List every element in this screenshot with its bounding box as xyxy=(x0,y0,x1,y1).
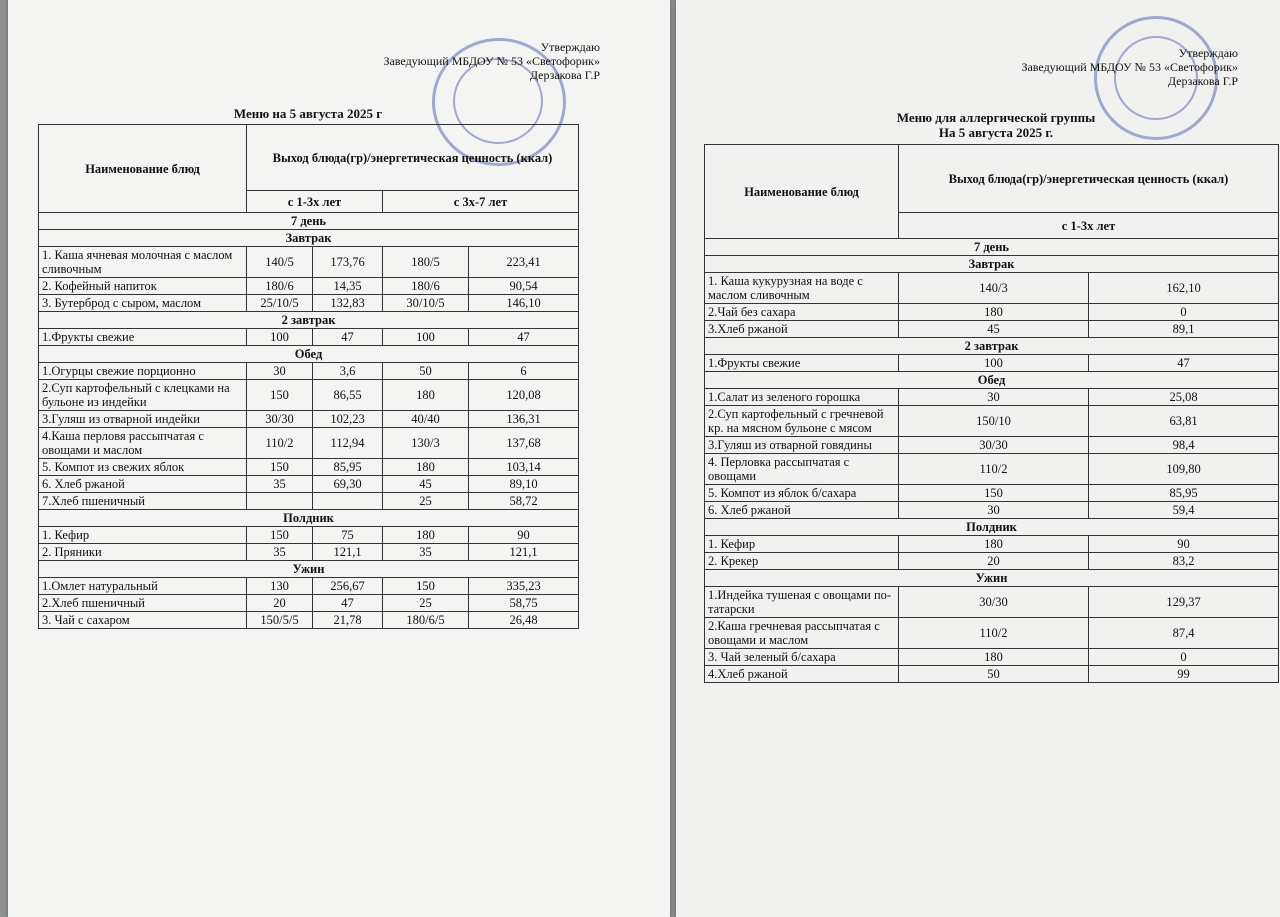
header-dish-name: Наименование блюд xyxy=(705,145,899,239)
dish-value: 180/6/5 xyxy=(383,612,469,629)
table-row xyxy=(705,485,1279,502)
section-title: 2 завтрак xyxy=(705,338,1279,355)
dish-value: 89,10 xyxy=(469,476,579,493)
dish-name: 2.Чай без сахара xyxy=(705,304,899,321)
table-row xyxy=(39,578,579,595)
table-row xyxy=(705,273,1279,304)
dish-name: 2. Кофейный напиток xyxy=(39,278,247,295)
dish-value: 180/6 xyxy=(383,278,469,295)
section-title: Полдник xyxy=(705,519,1279,536)
dish-value xyxy=(313,493,383,510)
table-row xyxy=(705,355,1279,372)
dish-value: 21,78 xyxy=(313,612,383,629)
dish-value: 69,30 xyxy=(313,476,383,493)
dish-value: 129,37 xyxy=(1089,587,1279,618)
section-row xyxy=(39,230,579,247)
dish-value: 180 xyxy=(383,380,469,411)
dish-name: 6. Хлеб ржаной xyxy=(39,476,247,493)
dish-value: 30 xyxy=(899,502,1089,519)
dish-value: 100 xyxy=(899,355,1089,372)
dish-value: 90 xyxy=(1089,536,1279,553)
dish-name: 3. Чай зеленый б/сахара xyxy=(705,649,899,666)
header-age-1: с 1-3х лет xyxy=(899,213,1279,239)
dish-value: 25,08 xyxy=(1089,389,1279,406)
table-row xyxy=(39,380,579,411)
dish-value: 0 xyxy=(1089,304,1279,321)
dish-value: 35 xyxy=(247,476,313,493)
section-title: Обед xyxy=(39,346,579,363)
dish-value: 47 xyxy=(313,595,383,612)
dish-value: 180 xyxy=(899,536,1089,553)
dish-value: 85,95 xyxy=(1089,485,1279,502)
dish-name: 5. Компот из яблок б/сахара xyxy=(705,485,899,502)
dish-value: 150 xyxy=(247,459,313,476)
table-row xyxy=(705,389,1279,406)
table-row xyxy=(39,493,579,510)
dish-value: 162,10 xyxy=(1089,273,1279,304)
dish-value: 47 xyxy=(469,329,579,346)
section-title: Завтрак xyxy=(705,256,1279,273)
dish-value: 150/10 xyxy=(899,406,1089,437)
dish-value: 30/30 xyxy=(247,411,313,428)
dish-value: 50 xyxy=(383,363,469,380)
dish-value: 30/30 xyxy=(899,587,1089,618)
menu-table xyxy=(38,124,579,629)
dish-name: 2. Пряники xyxy=(39,544,247,561)
menu-title xyxy=(866,110,1126,140)
dish-name: 2.Каша гречневая рассыпчатая с овощами и маслом xyxy=(705,618,899,649)
dish-value: 150 xyxy=(247,380,313,411)
dish-value: 132,83 xyxy=(313,295,383,312)
dish-value: 173,76 xyxy=(313,247,383,278)
dish-value: 180 xyxy=(899,649,1089,666)
dish-name: 5. Компот из свежих яблок xyxy=(39,459,247,476)
dish-name: 2.Суп картофельный с гречневой кр. на мясном бульоне с мясом xyxy=(705,406,899,437)
menu-title-line: Меню для аллергической группы xyxy=(896,110,1096,125)
dish-value: 150/5/5 xyxy=(247,612,313,629)
header-age-1: с 1-3х лет xyxy=(247,191,383,213)
dish-value: 25 xyxy=(383,493,469,510)
header-age-2: с 3х-7 лет xyxy=(383,191,579,213)
dish-value: 40/40 xyxy=(383,411,469,428)
section-row xyxy=(705,372,1279,389)
dish-name: 1.Фрукты свежие xyxy=(705,355,899,372)
dish-name: 3.Гуляш из отварной говядины xyxy=(705,437,899,454)
section-row xyxy=(39,510,579,527)
dish-value: 14,35 xyxy=(313,278,383,295)
dish-name: 4.Хлеб ржаной xyxy=(705,666,899,683)
table-row xyxy=(705,553,1279,570)
section-title: Ужин xyxy=(39,561,579,578)
section-row xyxy=(705,338,1279,355)
dish-value: 100 xyxy=(247,329,313,346)
menu-subtitle-line: На 5 августа 2025 г. xyxy=(938,125,1054,140)
dish-value: 112,94 xyxy=(313,428,383,459)
section-title: Обед xyxy=(705,372,1279,389)
dish-value: 75 xyxy=(313,527,383,544)
table-row xyxy=(705,437,1279,454)
dish-name: 7.Хлеб пшеничный xyxy=(39,493,247,510)
dish-name: 3. Бутерброд с сыром, маслом xyxy=(39,295,247,312)
dish-name: 6. Хлеб ржаной xyxy=(705,502,899,519)
dish-value: 26,48 xyxy=(469,612,579,629)
header-output: Выход блюда(гр)/энергетическая ценность (ккал) xyxy=(899,145,1279,213)
table-row xyxy=(39,247,579,278)
table-row xyxy=(39,476,579,493)
dish-value: 25/10/5 xyxy=(247,295,313,312)
approval-line-2: Заведующий МБДОУ № 53 «Светофорик» xyxy=(1021,60,1238,74)
day-label: 7 день xyxy=(705,239,1279,256)
section-row xyxy=(705,519,1279,536)
dish-value: 90 xyxy=(469,527,579,544)
dish-value: 150 xyxy=(383,578,469,595)
dish-value: 102,23 xyxy=(313,411,383,428)
dish-value: 25 xyxy=(383,595,469,612)
dish-value: 58,75 xyxy=(469,595,579,612)
section-row xyxy=(39,312,579,329)
table-row xyxy=(39,329,579,346)
dish-value: 256,67 xyxy=(313,578,383,595)
day-label: 7 день xyxy=(39,213,579,230)
approval-line-2: Заведующий МБДОУ № 53 «Светофорик» xyxy=(383,54,600,68)
table-row xyxy=(705,454,1279,485)
table-row xyxy=(39,459,579,476)
dish-value: 98,4 xyxy=(1089,437,1279,454)
section-title: 2 завтрак xyxy=(39,312,579,329)
dish-value: 20 xyxy=(899,553,1089,570)
dish-name: 1. Каша кукурузная на воде с маслом сливочным xyxy=(705,273,899,304)
dish-value: 130 xyxy=(247,578,313,595)
dish-value: 180 xyxy=(383,527,469,544)
dish-value: 20 xyxy=(247,595,313,612)
approval-line-3: Дерзакова Г.Р xyxy=(1167,74,1238,88)
dish-value: 6 xyxy=(469,363,579,380)
header-dish-name: Наименование блюд xyxy=(39,125,247,213)
dish-name: 2.Суп картофельный с клецками на бульоне из индейки xyxy=(39,380,247,411)
dish-name: 1.Огурцы свежие порционно xyxy=(39,363,247,380)
dish-name: 2.Хлеб пшеничный xyxy=(39,595,247,612)
dish-value: 59,4 xyxy=(1089,502,1279,519)
table-row xyxy=(39,527,579,544)
dish-value: 83,2 xyxy=(1089,553,1279,570)
dish-value: 86,55 xyxy=(313,380,383,411)
dish-value: 110/2 xyxy=(247,428,313,459)
table-row xyxy=(705,321,1279,338)
dish-name: 3.Гуляш из отварной индейки xyxy=(39,411,247,428)
dish-value: 103,14 xyxy=(469,459,579,476)
dish-value: 30 xyxy=(247,363,313,380)
table-row xyxy=(39,363,579,380)
right-menu-page xyxy=(676,0,1280,917)
dish-value: 99 xyxy=(1089,666,1279,683)
table-row xyxy=(39,544,579,561)
dish-value: 0 xyxy=(1089,649,1279,666)
approval-block xyxy=(1021,46,1238,88)
dish-value: 137,68 xyxy=(469,428,579,459)
dish-value: 136,31 xyxy=(469,411,579,428)
dish-value: 100 xyxy=(383,329,469,346)
table-row xyxy=(705,502,1279,519)
dish-name: 1.Фрукты свежие xyxy=(39,329,247,346)
dish-value: 50 xyxy=(899,666,1089,683)
table-row xyxy=(705,406,1279,437)
table-row xyxy=(39,411,579,428)
dish-name: 1.Омлет натуральный xyxy=(39,578,247,595)
dish-value: 47 xyxy=(1089,355,1279,372)
dish-name: 3.Хлеб ржаной xyxy=(705,321,899,338)
table-row xyxy=(705,666,1279,683)
dish-name: 4. Перловка рассыпчатая с овощами xyxy=(705,454,899,485)
table-row xyxy=(705,304,1279,321)
approval-line-3: Дерзакова Г.Р xyxy=(529,68,600,82)
dish-value: 110/2 xyxy=(899,454,1089,485)
dish-value: 130/3 xyxy=(383,428,469,459)
table-row xyxy=(705,649,1279,666)
dish-value: 30/30 xyxy=(899,437,1089,454)
approval-line-1: Утверждаю xyxy=(1178,46,1238,60)
section-title: Завтрак xyxy=(39,230,579,247)
dish-value: 150 xyxy=(899,485,1089,502)
table-row xyxy=(705,618,1279,649)
dish-name: 4.Каша перловя рассыпчатая с овощами и маслом xyxy=(39,428,247,459)
dish-value: 45 xyxy=(899,321,1089,338)
allergy-menu-table xyxy=(704,144,1279,683)
table-row xyxy=(39,612,579,629)
dish-value: 85,95 xyxy=(313,459,383,476)
dish-value: 335,23 xyxy=(469,578,579,595)
dish-value: 140/5 xyxy=(247,247,313,278)
section-row xyxy=(705,570,1279,587)
left-menu-page xyxy=(8,0,670,917)
dish-value: 63,81 xyxy=(1089,406,1279,437)
section-row xyxy=(39,346,579,363)
dish-value: 180 xyxy=(899,304,1089,321)
dish-value: 121,1 xyxy=(469,544,579,561)
dish-value: 121,1 xyxy=(313,544,383,561)
dish-value: 47 xyxy=(313,329,383,346)
day-row xyxy=(39,213,579,230)
dish-value: 140/3 xyxy=(899,273,1089,304)
dish-value: 87,4 xyxy=(1089,618,1279,649)
dish-value: 35 xyxy=(247,544,313,561)
table-row xyxy=(39,278,579,295)
dish-name: 3. Чай с сахаром xyxy=(39,612,247,629)
section-row xyxy=(705,256,1279,273)
dish-value: 3,6 xyxy=(313,363,383,380)
approval-block xyxy=(383,40,600,82)
dish-value: 150 xyxy=(247,527,313,544)
section-title: Полдник xyxy=(39,510,579,527)
dish-value: 35 xyxy=(383,544,469,561)
table-row xyxy=(39,595,579,612)
menu-title: Меню на 5 августа 2025 г xyxy=(233,106,383,121)
dish-value: 90,54 xyxy=(469,278,579,295)
dish-value: 58,72 xyxy=(469,493,579,510)
table-row xyxy=(705,587,1279,618)
dish-value: 180/6 xyxy=(247,278,313,295)
dish-value: 30/10/5 xyxy=(383,295,469,312)
dish-value: 45 xyxy=(383,476,469,493)
dish-value: 180/5 xyxy=(383,247,469,278)
dish-value: 223,41 xyxy=(469,247,579,278)
section-title: Ужин xyxy=(705,570,1279,587)
dish-value xyxy=(247,493,313,510)
dish-name: 1. Кефир xyxy=(39,527,247,544)
dish-value: 180 xyxy=(383,459,469,476)
dish-name: 1.Салат из зеленого горошка xyxy=(705,389,899,406)
table-row xyxy=(39,428,579,459)
dish-name: 2. Крекер xyxy=(705,553,899,570)
dish-value: 146,10 xyxy=(469,295,579,312)
approval-line-1: Утверждаю xyxy=(540,40,600,54)
table-row xyxy=(705,536,1279,553)
dish-value: 110/2 xyxy=(899,618,1089,649)
dish-value: 30 xyxy=(899,389,1089,406)
table-row xyxy=(39,295,579,312)
header-output: Выход блюда(гр)/энергетическая ценность (ккал) xyxy=(247,125,579,191)
day-row xyxy=(705,239,1279,256)
dish-value: 109,80 xyxy=(1089,454,1279,485)
section-row xyxy=(39,561,579,578)
dish-value: 120,08 xyxy=(469,380,579,411)
dish-name: 1. Кефир xyxy=(705,536,899,553)
dish-name: 1. Каша ячневая молочная с маслом сливочным xyxy=(39,247,247,278)
dish-value: 89,1 xyxy=(1089,321,1279,338)
dish-name: 1.Индейка тушеная с овощами по-татарски xyxy=(705,587,899,618)
